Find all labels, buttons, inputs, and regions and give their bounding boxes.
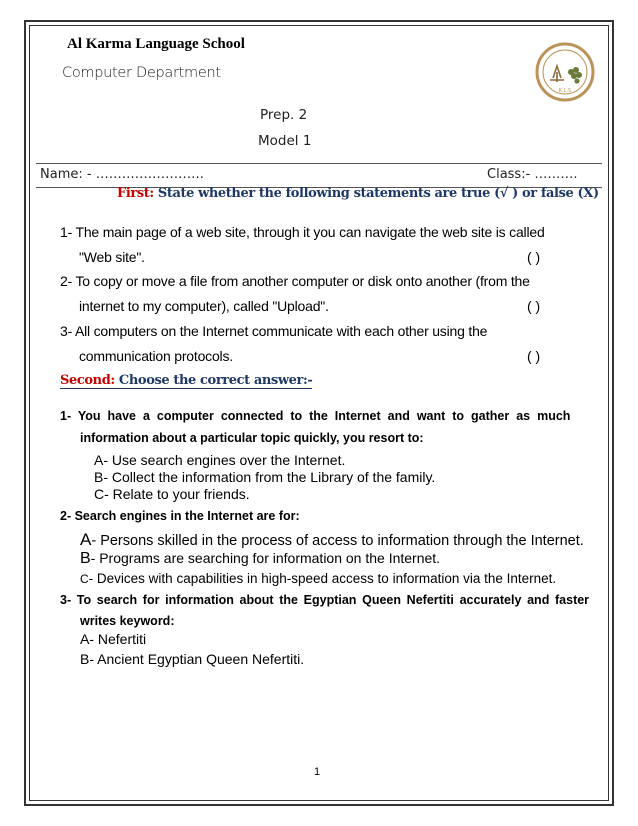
section2-instruction: Choose the correct answer:- bbox=[114, 373, 313, 388]
tf-item-2-line1: 2- To copy or move a file from another computer or disk onto another (from the bbox=[60, 273, 530, 289]
section1-label: First: bbox=[117, 186, 154, 201]
mcq-2-option-a-text: - Persons skilled in the process of access to information through the Internet. bbox=[91, 533, 584, 549]
mcq-2-option-c bbox=[80, 571, 556, 586]
mcq-1-option-b: B- Collect the information from the Library of the family. bbox=[94, 469, 436, 485]
mcq-3-option-b: B- Ancient Egyptian Queen Nefertiti. bbox=[80, 651, 305, 667]
tf-item-2-line2: internet to my computer), called "Upload". bbox=[79, 298, 329, 314]
school-emblem-icon bbox=[535, 42, 595, 102]
mcq-2-line1: 2- Search engines in the Internet are for: bbox=[60, 509, 300, 523]
mcq-2-option-a-letter: A bbox=[80, 530, 92, 549]
tf-item-2-answer: ( ) bbox=[527, 298, 541, 314]
mcq-2-option-a bbox=[80, 530, 584, 550]
mcq-2-option-c-letter: C bbox=[80, 572, 89, 586]
tf-item-1-answer: ( ) bbox=[527, 249, 541, 265]
mcq-1-option-c: C- Relate to your friends. bbox=[94, 486, 250, 502]
mcq-3-option-a: A- Nefertiti bbox=[80, 631, 147, 647]
mcq-2-option-b-text: - Programs are searching for information on the Internet. bbox=[90, 550, 441, 566]
mcq-2-option-c-text: - Devices with capabilities in high-speed access to information via the Internet. bbox=[88, 571, 557, 586]
section1-instruction: State whether the following statements are true (√ ) or false (X) bbox=[153, 186, 599, 201]
name-field: Name: - ……………………. bbox=[40, 167, 204, 182]
section1-heading bbox=[117, 186, 599, 201]
mcq-1-line1: 1- You have a computer connected to the Internet and want to gather as much bbox=[60, 409, 571, 423]
tf-item-3-answer: ( ) bbox=[527, 348, 541, 364]
department-name: Computer Department bbox=[62, 65, 221, 81]
page-number: 1 bbox=[314, 766, 321, 778]
grade-label: Prep. 2 bbox=[260, 107, 308, 123]
mcq-3-line2: writes keyword: bbox=[80, 614, 175, 628]
tf-item-3-line2: communication protocols. bbox=[79, 348, 233, 364]
model-label: Model 1 bbox=[258, 133, 312, 149]
section2-label: Second: bbox=[60, 373, 115, 388]
tf-item-1-line1: 1- The main page of a web site, through it you can navigate the web site is called bbox=[60, 224, 545, 240]
mcq-2-option-b bbox=[80, 550, 440, 568]
class-field: Class:- ………. bbox=[487, 167, 578, 182]
mcq-1-line2: information about a particular topic quickly, you resort to: bbox=[80, 431, 424, 445]
mcq-3-line1: 3- To search for information about the Egyptian Queen Nefertiti accurately and faster bbox=[60, 593, 590, 607]
mcq-2-option-b-letter: B bbox=[80, 550, 91, 567]
header-rule-top bbox=[36, 163, 602, 164]
mcq-1-option-a: A- Use search engines over the Internet. bbox=[94, 452, 346, 468]
tf-item-1-line2: "Web site". bbox=[79, 249, 145, 265]
school-name: Al Karma Language School bbox=[67, 36, 245, 52]
tf-item-3-line1: 3- All computers on the Internet communicate with each other using the bbox=[60, 323, 488, 339]
section2-heading bbox=[60, 373, 312, 388]
svg-text:K.L.S: K.L.S bbox=[558, 88, 572, 94]
